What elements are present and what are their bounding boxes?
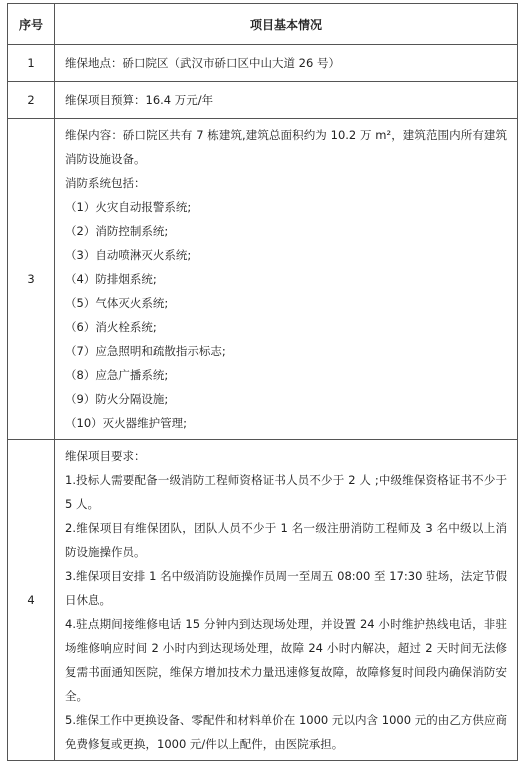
system-item: （9）防火分隔设施; <box>65 392 169 406</box>
row-number: 2 <box>8 82 55 119</box>
requirement-paragraph: 3.维保项目安排 1 名中级消防设施操作员周一至周五 08:00 至 17:30 驻场，法定节假日休息。 <box>65 569 507 607</box>
row-content-scope <box>55 119 518 440</box>
system-item: （5）气体灭火系统; <box>65 296 169 310</box>
system-item: （1）火灾自动报警系统; <box>65 200 192 214</box>
requirement-paragraph: 4.驻点期间接维修电话 15 分钟内到达现场处理，并设置 24 小时维护热线电话，非驻场维修响应时间 2 小时内到达现场处理，故障 24 小时内解决，超过 2 天时间无法修复需书面通知医院，维保方增加技术力量迅速修复故障，故障修复时间段内确保消防安全。 <box>65 617 507 703</box>
row-number: 3 <box>8 119 55 440</box>
row-content-location <box>55 45 518 82</box>
system-item: （4）防排烟系统; <box>65 272 157 286</box>
system-item: （7）应急照明和疏散指示标志; <box>65 344 226 358</box>
system-item: （8）应急广播系统; <box>65 368 169 382</box>
row-number: 4 <box>8 440 55 761</box>
requirement-paragraph: 2.维保项目有维保团队，团队人员不少于 1 名一级注册消防工程师及 3 名中级以上消防设施操作员。 <box>65 521 507 559</box>
system-item: （10）灭火器维护管理; <box>65 416 188 430</box>
budget-text: 维保项目预算：16.4 万元/年 <box>65 93 214 107</box>
requirement-paragraph: 1.投标人需要配备一级消防工程师资格证书人员不少于 2 人 ;中级维保资格证书不少于 5 人。 <box>65 473 507 511</box>
location-text: 维保地点：硚口院区（武汉市硚口区中山大道 26 号） <box>65 56 340 70</box>
table-header-row <box>8 4 518 45</box>
system-item: （2）消防控制系统; <box>65 224 169 238</box>
systems-subtitle: 消防系统包括： <box>65 176 146 190</box>
table-row <box>8 119 518 440</box>
system-item: （6）消火栓系统; <box>65 320 157 334</box>
table-row <box>8 440 518 761</box>
requirement-paragraph: 维保项目要求： <box>65 449 146 463</box>
table-row <box>8 45 518 82</box>
system-item: （3）自动喷淋灭火系统; <box>65 248 192 262</box>
requirement-paragraph: 5.维保工作中更换设备、零配件和材料单价在 1000 元以内含 1000 元的由乙方供应商免费修复或更换，1000 元/件以上配件，由医院承担。 <box>65 713 507 751</box>
header-title: 项目基本情况 <box>55 4 518 45</box>
scope-intro: 维保内容：硚口院区共有 7 栋建筑,建筑总面积约为 10.2 万 m²，建筑范围内所有建筑消防设施设备。 <box>65 128 507 166</box>
table-row <box>8 82 518 119</box>
row-content-budget <box>55 82 518 119</box>
header-num: 序号 <box>8 4 55 45</box>
project-info-table <box>7 3 518 761</box>
row-number: 1 <box>8 45 55 82</box>
row-content-requirements <box>55 440 518 761</box>
